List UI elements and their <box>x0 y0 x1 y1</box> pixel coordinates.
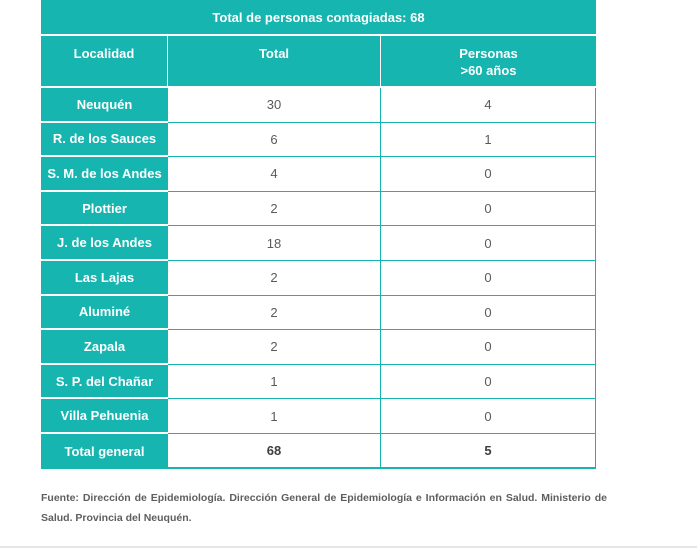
header-personas-mayores <box>381 36 596 86</box>
header-personas-line2: >60 años <box>460 63 517 78</box>
cell-localidad: Aluminé <box>41 296 168 331</box>
cell-total: 2 <box>168 330 381 365</box>
cell-mayores-sum: 5 <box>381 434 596 469</box>
table-row <box>41 88 596 123</box>
cell-total-sum: 68 <box>168 434 381 469</box>
header-personas-line1: Personas <box>459 46 518 61</box>
table-total-row <box>41 434 596 469</box>
header-total: Total <box>168 36 381 86</box>
table-header <box>41 36 596 88</box>
table-row <box>41 296 596 331</box>
cell-total: 1 <box>168 399 381 434</box>
cell-mayores: 0 <box>381 226 596 261</box>
cell-total: 4 <box>168 157 381 192</box>
cell-localidad: S. M. de los Andes <box>41 157 168 192</box>
cell-localidad: Villa Pehuenia <box>41 399 168 434</box>
cell-localidad: Zapala <box>41 330 168 365</box>
cell-mayores: 0 <box>381 261 596 296</box>
cell-total: 18 <box>168 226 381 261</box>
cell-mayores: 4 <box>381 88 596 123</box>
cell-mayores: 0 <box>381 330 596 365</box>
cell-mayores: 1 <box>381 123 596 158</box>
source-note: Fuente: Dirección de Epidemiología. Dirección General de Epidemiología e Información en Salud. Ministerio de Salud. Provincia del Neuquén. <box>41 492 607 524</box>
table-row <box>41 365 596 400</box>
cell-total: 1 <box>168 365 381 400</box>
cell-total: 2 <box>168 261 381 296</box>
cases-table <box>41 0 596 469</box>
table-row <box>41 123 596 158</box>
table-row <box>41 399 596 434</box>
table-row <box>41 157 596 192</box>
table-row <box>41 226 596 261</box>
cell-localidad: S. P. del Chañar <box>41 365 168 400</box>
table-row <box>41 192 596 227</box>
cell-localidad: J. de los Andes <box>41 226 168 261</box>
table-row <box>41 330 596 365</box>
cell-mayores: 0 <box>381 399 596 434</box>
page-divider <box>0 546 697 548</box>
cell-total: 30 <box>168 88 381 123</box>
cell-total: 2 <box>168 192 381 227</box>
cell-localidad: Plottier <box>41 192 168 227</box>
table-row <box>41 261 596 296</box>
cell-localidad: Neuquén <box>41 88 168 123</box>
cell-mayores: 0 <box>381 365 596 400</box>
cell-localidad: Las Lajas <box>41 261 168 296</box>
cell-mayores: 0 <box>381 157 596 192</box>
cell-localidad: R. de los Sauces <box>41 123 168 158</box>
cell-total: 2 <box>168 296 381 331</box>
table-title: Total de personas contagiadas: 68 <box>41 0 596 36</box>
cell-total: 6 <box>168 123 381 158</box>
cell-mayores: 0 <box>381 192 596 227</box>
header-localidad: Localidad <box>41 36 168 86</box>
cell-mayores: 0 <box>381 296 596 331</box>
cell-total-label: Total general <box>41 434 168 469</box>
